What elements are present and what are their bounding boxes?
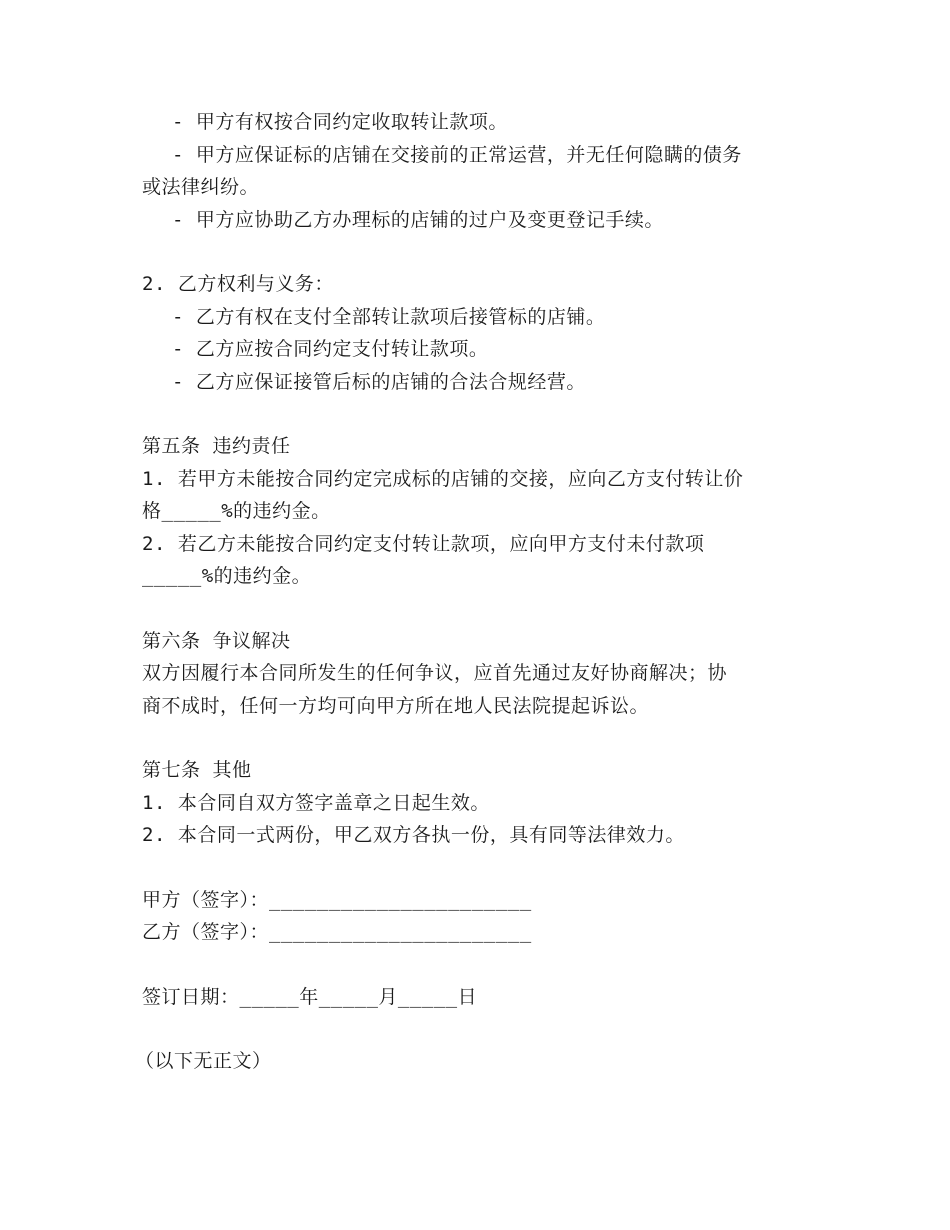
party-b-right-1: - 乙方有权在支付全部转让款项后接管标的店铺。 [172,306,606,328]
party-a-duty-1: - 甲方应保证标的店铺在交接前的正常运营，并无任何隐瞒的债务 [172,144,742,166]
section7-line-1: 1. 本合同自双方签字盖章之日起生效。 [142,792,490,814]
section5-title: 第五条 违约责任 [142,435,291,457]
party-a-duty-2: - 甲方应协助乙方办理标的店铺的过户及变更登记手续。 [172,209,664,231]
party-a-right-1: - 甲方有权按合同约定收取转让款项。 [172,111,508,133]
section5-line-4: _____%的违约金。 [142,565,312,587]
party-a-duty-1-cont: 或法律纠纷。 [142,176,260,198]
party-b-duty-2: - 乙方应保证接管后标的店铺的合法合规经营。 [172,371,586,393]
party-b-duty-1: - 乙方应按合同约定支付转让款项。 [172,338,489,360]
section5-line-1: 1. 若甲方未能按合同约定完成标的店铺的交接，应向乙方支付转让价 [142,468,744,490]
sign-date: 签订日期：_____年_____月_____日 [142,986,478,1008]
section7-title: 第七条 其他 [142,759,252,781]
section5-line-2: 格_____%的违约金。 [142,500,331,522]
end-note: （以下无正文） [135,1050,272,1072]
section6-line-1: 双方因履行本合同所发生的任何争议，应首先通过友好协商解决；协 [142,662,728,684]
section6-line-2: 商不成时，任何一方均可向甲方所在地人民法院提起诉讼。 [142,695,650,717]
party-b-signature: 乙方（签字）：______________________ [142,921,532,943]
section6-title: 第六条 争议解决 [142,630,291,652]
party-b-heading: 2. 乙方权利与义务： [142,273,334,295]
party-a-signature: 甲方（签字）：______________________ [142,889,532,911]
section5-line-3: 2. 若乙方未能按合同约定支付转让款项，应向甲方支付未付款项 [142,533,705,555]
section7-line-2: 2. 本合同一式两份，甲乙双方各执一份，具有同等法律效力。 [142,824,685,846]
